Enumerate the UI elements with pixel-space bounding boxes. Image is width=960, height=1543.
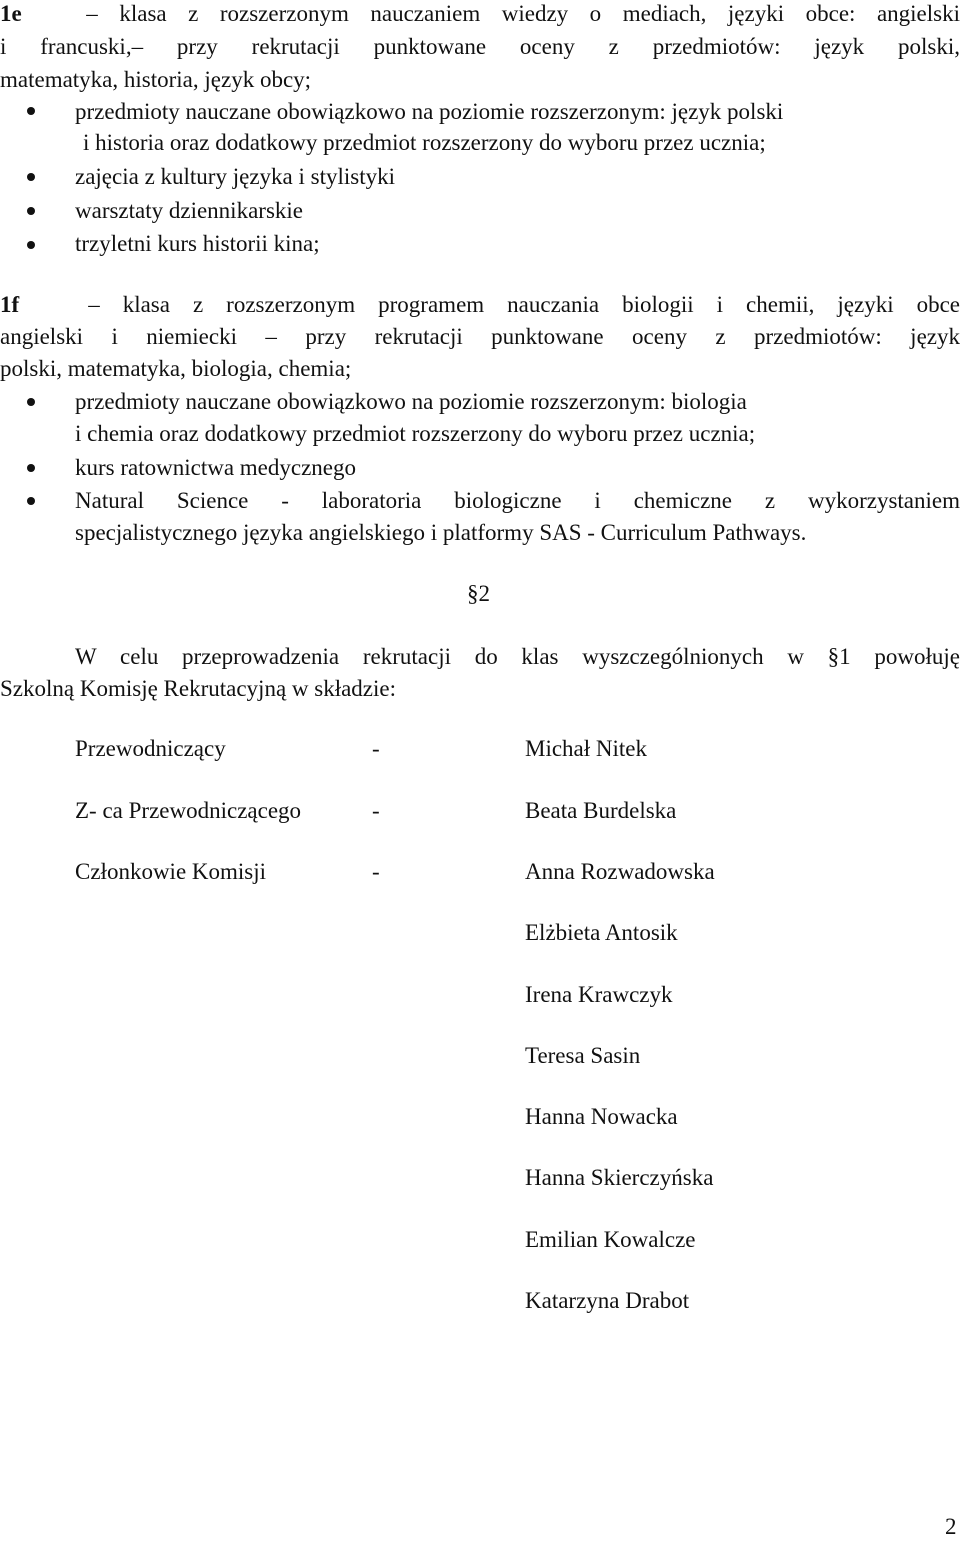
bullet-icon: [27, 464, 35, 472]
list-item: kurs ratownictwa medycznego: [75, 455, 357, 480]
bullet-icon: [27, 107, 35, 115]
bullet-icon: [27, 398, 35, 406]
page-number: 2: [945, 1514, 957, 1539]
member-name: Hanna Skierczyńska: [525, 1165, 714, 1190]
bullet-icon: [27, 207, 35, 215]
list-item: warsztaty dziennikarskie: [75, 198, 303, 223]
class-1e-code: 1e: [0, 1, 22, 26]
chair-role: Przewodniczący: [75, 736, 226, 761]
list-item: przedmioty nauczane obowiązkowo na poziomie rozszerzonym: biologia: [75, 389, 747, 414]
members-role: Członkowie Komisji: [75, 859, 267, 884]
section2-line1: W celu przeprowadzenia rekrutacji do klas wyszczególnionych w §1 powołuję: [75, 644, 960, 669]
member-name: Elżbieta Antosik: [525, 920, 678, 945]
class-1f-line2: angielski i niemiecki – przy rekrutacji punktowane oceny z przedmiotów: język: [0, 324, 960, 349]
class-1e-line3: matematyka, historia, język obcy;: [0, 67, 312, 92]
member-name: Irena Krawczyk: [525, 982, 673, 1007]
member-name: Anna Rozwadowska: [525, 859, 715, 884]
class-1e-line1: klasa z rozszerzonym nauczaniem wiedzy o mediach, języki obce: angielski: [119, 1, 960, 26]
list-item: przedmioty nauczane obowiązkowo na poziomie rozszerzonym: język polski: [75, 99, 784, 124]
class-1f-line3: polski, matematyka, biologia, chemia;: [0, 356, 352, 381]
list-item: zajęcia z kultury języka i stylistyki: [75, 164, 395, 189]
member-name: Katarzyna Drabot: [525, 1288, 690, 1313]
member-name: Teresa Sasin: [525, 1043, 641, 1068]
vice-chair-name: Beata Burdelska: [525, 798, 677, 823]
class-1f-code: 1f: [0, 292, 20, 317]
dash: -: [372, 736, 380, 761]
member-name: Hanna Nowacka: [525, 1104, 678, 1129]
list-item: Natural Science - laboratoria biologiczne i chemiczne z wykorzystaniem: [75, 488, 960, 513]
bullet-icon: [27, 173, 35, 181]
dash: -: [372, 798, 380, 823]
class-1f-line1: – klasa z rozszerzonym programem nauczania biologii i chemii, języki obce: [88, 292, 960, 317]
list-item: trzyletni kurs historii kina;: [75, 231, 320, 256]
member-name: Emilian Kowalcze: [525, 1227, 696, 1252]
class-1e-line2: i francuski,– przy rekrutacji punktowane oceny z przedmiotów: język polski,: [0, 34, 960, 59]
list-item-continuation: i chemia oraz dodatkowy przedmiot rozszerzony do wyboru przez ucznia;: [75, 421, 756, 446]
chair-name: Michał Nitek: [525, 736, 647, 761]
list-item-continuation: specjalistycznego języka angielskiego i platformy SAS - Curriculum Pathways.: [75, 520, 807, 545]
list-item-continuation: i historia oraz dodatkowy przedmiot rozszerzony do wyboru przez ucznia;: [83, 130, 766, 155]
section2-line2: Szkolną Komisję Rekrutacyjną w składzie:: [0, 676, 397, 701]
section-heading: §2: [467, 581, 490, 606]
bullet-icon: [27, 497, 35, 505]
vice-chair-role: Z- ca Przewodniczącego: [75, 798, 302, 823]
dash: -: [372, 859, 380, 884]
bullet-icon: [27, 241, 35, 249]
